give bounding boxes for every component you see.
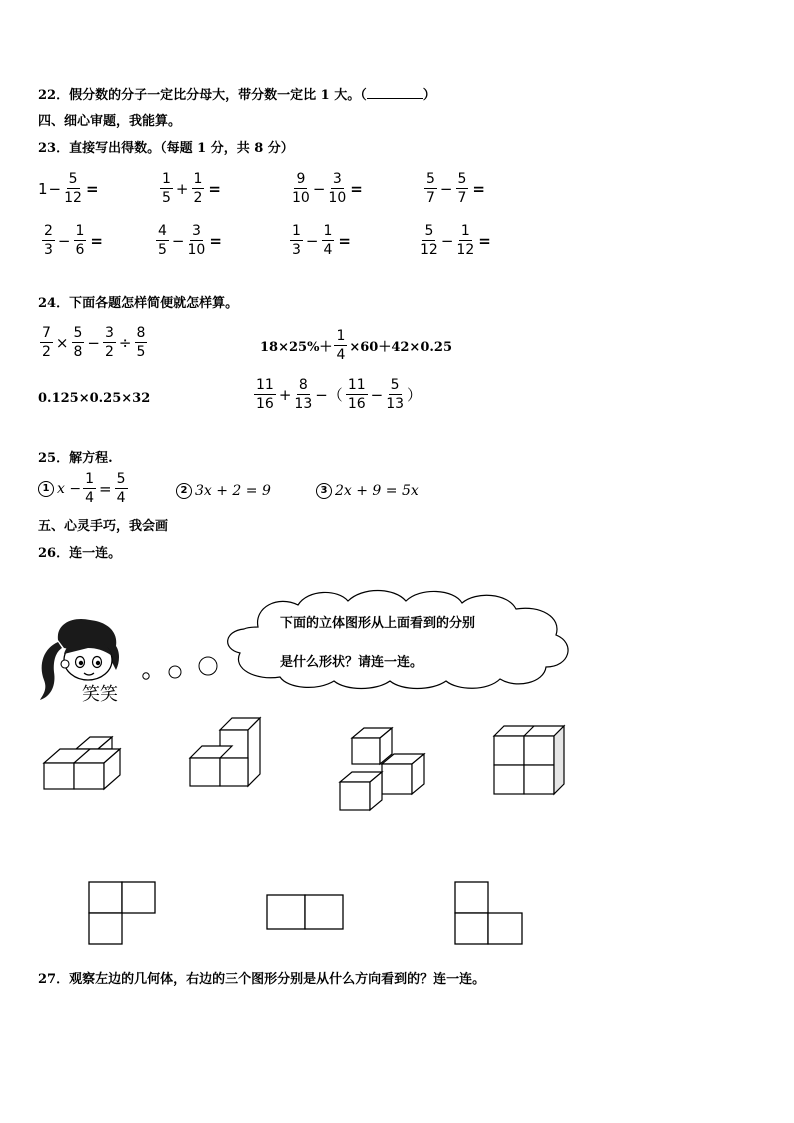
fraction <box>424 172 437 205</box>
expression-part: ×60＋42×0.25 <box>349 340 452 355</box>
numerator: 1 <box>75 223 85 239</box>
denominator: 6 <box>75 242 85 258</box>
denominator: 10 <box>292 190 310 206</box>
numerator: 5 <box>457 171 467 187</box>
numerator: 5 <box>68 171 78 187</box>
whole-number: 1 <box>38 179 48 198</box>
equals-sign: = <box>478 231 491 250</box>
fraction <box>386 378 404 411</box>
denominator: 2 <box>193 190 203 206</box>
question-22-close: ） <box>422 88 436 103</box>
operator: − <box>305 231 319 250</box>
numerator: 8 <box>298 377 308 393</box>
fraction <box>328 172 346 205</box>
numerator: 2 <box>44 223 53 239</box>
denominator: 12 <box>456 242 475 258</box>
denominator: 7 <box>457 190 467 206</box>
denominator: 16 <box>347 396 366 412</box>
denominator: 5 <box>136 344 146 360</box>
top-view-2 <box>266 894 346 932</box>
numerator: 1 <box>193 171 203 187</box>
operator: ÷ <box>118 333 132 352</box>
numerator: 4 <box>158 223 167 239</box>
top-view-1 <box>88 881 158 947</box>
question-27: 27．观察左边的几何体，右边的三个图形分别是从什么方向看到的？连一连。 <box>38 972 486 987</box>
operator: −（ <box>315 386 343 404</box>
fraction <box>322 224 335 257</box>
question-22 <box>38 84 436 103</box>
denominator: 12 <box>64 190 82 206</box>
q23-item-6 <box>154 224 222 257</box>
denominator: 13 <box>386 396 405 412</box>
denominator: 2 <box>42 344 51 360</box>
q24-expression-1 <box>38 326 149 359</box>
speech-cloud <box>218 585 583 693</box>
denominator: 10 <box>328 190 347 206</box>
numerator: 5 <box>426 171 435 187</box>
numerator: 9 <box>296 171 306 187</box>
denominator: 2 <box>105 344 114 360</box>
denominator: 4 <box>116 490 126 506</box>
fraction <box>156 224 169 257</box>
fraction <box>40 326 53 359</box>
numerator: 1 <box>162 171 171 187</box>
question-22-text: 22．假分数的分子一定比分母大，带分数一定比 1 大。（ <box>38 88 367 103</box>
denominator: 3 <box>44 242 53 258</box>
numerator: 1 <box>292 223 301 239</box>
numerator: 5 <box>73 325 83 341</box>
operator: + <box>175 179 189 198</box>
equals-sign: = <box>472 179 485 198</box>
section-4-heading: 四、细心审题，我能算。 <box>38 114 182 129</box>
numerator: 5 <box>390 377 400 393</box>
numerator: 11 <box>256 377 274 393</box>
numerator: 3 <box>105 325 114 341</box>
fraction <box>103 326 116 359</box>
denominator: 13 <box>294 396 313 412</box>
operator: − <box>87 333 100 352</box>
solid-figure-2 <box>188 716 264 790</box>
thought-bubbles <box>138 650 228 690</box>
medium-bubble <box>169 666 181 678</box>
front-cube-1 <box>44 763 74 789</box>
q24-expression-2 <box>260 329 452 362</box>
equals-sign: = <box>209 231 222 250</box>
equals-sign: = <box>90 231 103 250</box>
numerator: 1 <box>85 471 94 487</box>
denominator: 4 <box>85 490 94 506</box>
numerator: 7 <box>42 325 51 341</box>
fraction <box>188 224 206 257</box>
fraction <box>456 172 469 205</box>
operator: − <box>440 231 454 250</box>
fraction <box>135 326 148 359</box>
fraction <box>42 224 55 257</box>
fraction <box>192 172 205 205</box>
numerator: 8 <box>136 325 146 341</box>
small-bubble <box>143 673 149 679</box>
denominator: 5 <box>158 242 167 258</box>
operator: × <box>55 333 69 352</box>
fraction <box>294 378 312 411</box>
equation-text: 2x + 9 = 5x <box>335 483 419 499</box>
denominator: 10 <box>187 242 206 258</box>
numerator: 3 <box>332 171 342 187</box>
q25-equation-2 <box>176 483 271 499</box>
operator: ） <box>407 386 423 404</box>
fraction <box>254 378 276 411</box>
fraction <box>334 329 347 362</box>
operator: − <box>48 179 62 198</box>
operator: − <box>370 385 384 404</box>
denominator: 7 <box>426 190 435 206</box>
solid-figure-4 <box>492 724 568 796</box>
denominator: 4 <box>336 347 346 363</box>
q25-equation-1 <box>38 472 130 505</box>
equals-sign: = <box>208 179 221 198</box>
equals-sign: = <box>350 179 363 198</box>
girl-name: 笑笑 <box>82 684 118 705</box>
numerator: 5 <box>424 223 434 239</box>
operator: − <box>57 231 71 250</box>
question-26: 26．连一连。 <box>38 546 122 561</box>
section-5-heading: 五、心灵手巧，我会画 <box>38 519 169 534</box>
right-pupil <box>96 661 100 665</box>
fraction <box>456 224 474 257</box>
denominator: 4 <box>323 242 333 258</box>
q23-item-4 <box>422 172 485 205</box>
large-bubble <box>199 657 217 675</box>
denominator: 12 <box>420 242 438 258</box>
denominator: 3 <box>292 242 301 258</box>
q23-item-1 <box>38 172 99 205</box>
numerator: 3 <box>191 223 201 239</box>
question-24: 24．下面各题怎样简便就怎样算。 <box>38 296 239 311</box>
operator: − <box>439 179 453 198</box>
pigtail <box>40 642 62 700</box>
equation-text: 3x + 2 = 9 <box>195 483 271 499</box>
numerator: 1 <box>336 328 346 344</box>
numerator: 1 <box>323 223 333 239</box>
fraction <box>160 172 173 205</box>
denominator: 8 <box>73 344 83 360</box>
q23-item-3 <box>290 172 363 205</box>
q23-item-7 <box>288 224 351 257</box>
equation-part: x − <box>57 480 82 497</box>
left-pupil <box>79 661 83 665</box>
equals-sign: = <box>338 231 351 250</box>
fraction <box>64 172 82 205</box>
cloud-text-line-1: 下面的立体图形从上面看到的分别 <box>280 616 476 631</box>
denominator: 5 <box>162 190 171 206</box>
q23-item-5 <box>40 224 103 257</box>
operator: − <box>171 231 185 250</box>
front-cube-2 <box>74 763 104 789</box>
q24-expression-3: 0.125×0.25×32 <box>38 391 151 406</box>
q23-item-8 <box>418 224 491 257</box>
circled-number: 3 <box>316 483 332 499</box>
fraction <box>420 224 438 257</box>
operator: − <box>312 179 326 198</box>
numerator: 11 <box>347 377 366 393</box>
question-25: 25．解方程. <box>38 451 113 466</box>
solid-figure-3 <box>338 726 428 812</box>
answer-blank[interactable] <box>367 86 423 99</box>
numerator: 5 <box>116 471 126 487</box>
top-view-3 <box>454 881 526 947</box>
fraction <box>346 378 368 411</box>
fraction <box>74 224 87 257</box>
q25-equation-3 <box>316 483 419 499</box>
circled-number: 2 <box>176 483 192 499</box>
operator: + <box>278 385 292 404</box>
numerator: 1 <box>460 223 470 239</box>
cloud-text-line-2: 是什么形状？请连一连。 <box>280 655 424 670</box>
fraction <box>115 472 128 505</box>
expression-part: 18×25%＋ <box>260 340 333 355</box>
fraction <box>83 472 96 505</box>
fraction <box>292 172 310 205</box>
denominator: 16 <box>256 396 274 412</box>
q24-expression-4 <box>252 378 423 411</box>
circled-number: 1 <box>38 481 54 497</box>
equals-sign: = <box>99 479 112 498</box>
fraction <box>290 224 303 257</box>
q23-item-2 <box>158 172 221 205</box>
equals-sign: = <box>85 179 99 198</box>
solid-figure-1 <box>42 735 122 791</box>
ear <box>61 660 69 668</box>
question-23: 23．直接写出得数。（每题 1 分，共 8 分） <box>38 141 294 156</box>
fraction <box>72 326 85 359</box>
